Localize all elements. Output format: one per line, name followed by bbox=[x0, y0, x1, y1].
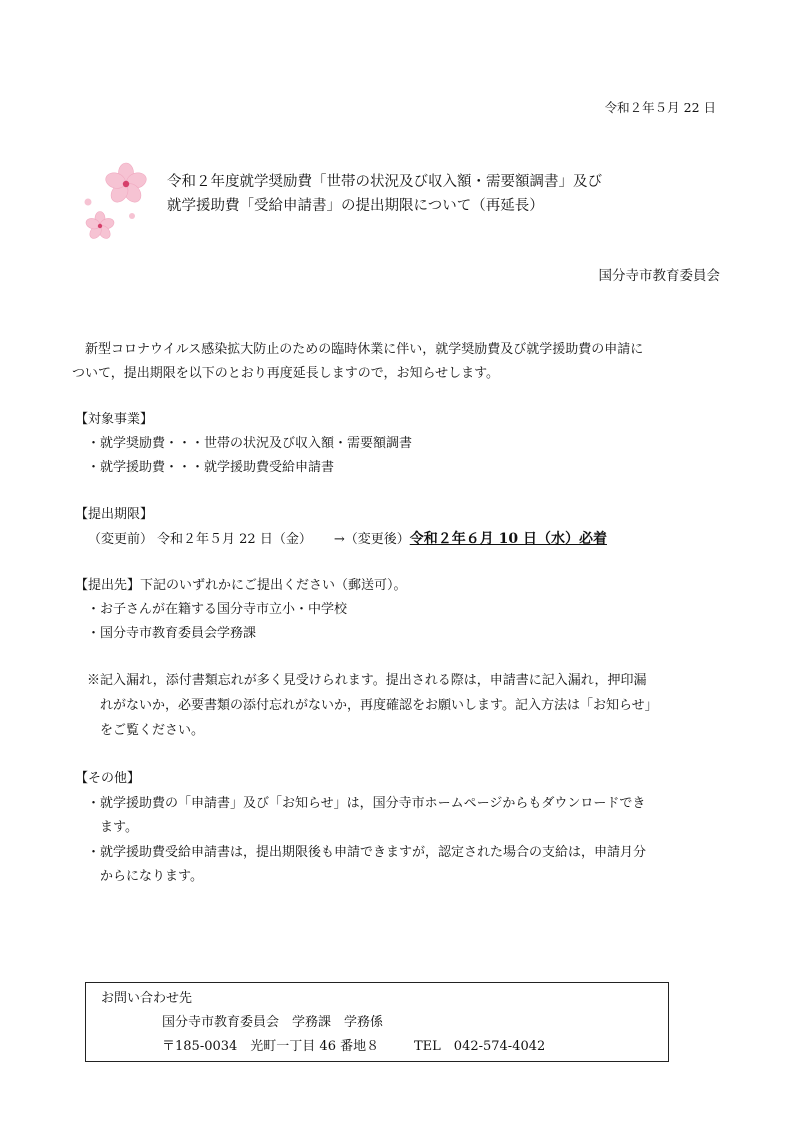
issuer: 国分寺市教育委員会 bbox=[598, 268, 720, 284]
submit-item-1: ・お子さんが在籍する国分寺市立小・中学校 bbox=[87, 602, 348, 617]
submit-heading-note: 下記のいずれかにご提出ください（郵送可）。 bbox=[140, 578, 407, 593]
other-item-1-line-2: ます。 bbox=[100, 820, 138, 835]
note-line-2: れがないか，必要書類の添付忘れがないか，再度確認をお願いします。記入方法は「お知らせ」 bbox=[100, 698, 658, 713]
submit-item-2: ・国分寺市教育委員会学務課 bbox=[87, 626, 257, 641]
note-line-3: をご覧ください。 bbox=[100, 723, 205, 738]
deadline-before-label: （変更前） bbox=[88, 532, 154, 547]
note-line-1: ※記入漏れ，添付書類忘れが多く見受けられます。提出される際は，申請書に記入漏れ，押印漏 bbox=[87, 673, 647, 688]
target-item-2: ・就学援助費・・・就学援助費受給申請書 bbox=[87, 460, 335, 475]
contact-address: 〒185-0034 光町一丁目 46 番地８ bbox=[162, 1039, 380, 1054]
other-item-2-line-1: ・就学援助費受給申請書は，提出期限後も申請できますが，認定された場合の支給は，申請月分 bbox=[87, 845, 647, 860]
target-item-1: ・就学奨励費・・・世帯の状況及び収入額・需要額調書 bbox=[87, 436, 413, 451]
deadline-heading: 【提出期限】 bbox=[75, 507, 154, 522]
document-title bbox=[167, 170, 602, 218]
other-heading: 【その他】 bbox=[75, 771, 141, 786]
intro-line-2: ついて，提出期限を以下のとおり再度延長しますので，お知らせします。 bbox=[72, 366, 500, 381]
submit-heading: 【提出先】 bbox=[75, 578, 141, 593]
target-heading: 【対象事業】 bbox=[75, 412, 154, 427]
deadline-row bbox=[88, 527, 607, 552]
title-line-1: 令和２年度就学奨励費「世帯の状況及び収入額・需要額調書」及び bbox=[167, 174, 602, 190]
contact-box bbox=[85, 982, 669, 1062]
deadline-after-date: 令和２年６月 10 日（水）必着 bbox=[409, 531, 607, 547]
submit-heading-row bbox=[75, 574, 407, 598]
title-line-2: 就学援助費「受給申請書」の提出期限について（再延長） bbox=[167, 198, 544, 214]
contact-tel: TEL 042-574-4042 bbox=[414, 1039, 546, 1054]
contact-org: 国分寺市教育委員会 学務課 学務係 bbox=[162, 1015, 384, 1030]
intro-paragraph bbox=[72, 338, 722, 386]
other-item-2-line-2: からになります。 bbox=[100, 869, 203, 884]
document-date: 令和２年５月 22 日 bbox=[604, 100, 716, 115]
note-block bbox=[87, 668, 727, 743]
intro-line-1: 新型コロナウイルス感染拡大防止のための臨時休業に伴い，就学奨励費及び就学援助費の申請に bbox=[85, 342, 644, 357]
cherry-blossom-icon bbox=[82, 158, 152, 248]
deadline-arrow-label: →（変更後） bbox=[333, 532, 410, 547]
contact-heading: お問い合わせ先 bbox=[101, 991, 193, 1006]
deadline-before-date: 令和２年５月 22 日（金） bbox=[157, 532, 312, 547]
other-item-1-line-1: ・就学援助費の「申請書」及び「お知らせ」は，国分寺市ホームページからもダウンロードでき bbox=[87, 796, 646, 811]
